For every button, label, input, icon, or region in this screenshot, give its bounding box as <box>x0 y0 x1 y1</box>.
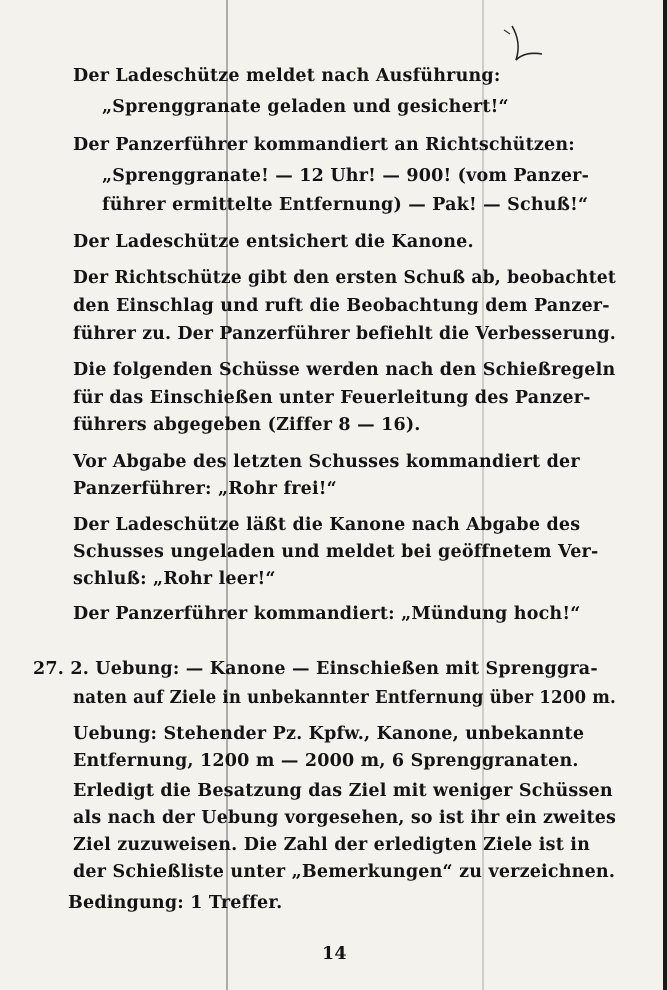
text-line: für das Einschießen unter Feuerleitung des Panzer- <box>73 388 591 408</box>
text-line: als nach der Uebung vorgesehen, so ist ihr ein zweites <box>73 808 617 828</box>
text-line: Die folgenden Schüsse werden nach den Schießregeln <box>73 360 616 380</box>
text-line: Der Ladeschütze entsichert die Kanone. <box>73 232 474 252</box>
text-line: Ziel zuzuweisen. Die Zahl der erledigten Ziele ist in <box>73 835 591 855</box>
handwritten-check-mark <box>498 20 546 70</box>
text-line: Vor Abgabe des letzten Schusses kommandiert der <box>73 452 580 472</box>
text-line: Erledigt die Besatzung das Ziel mit weniger Schüssen <box>73 781 613 801</box>
section-heading-line: naten auf Ziele in unbekannter Entfernung über 1200 m. <box>73 688 617 708</box>
text-line: Uebung: Stehender Pz. Kpfw., Kanone, unbekannte <box>73 724 585 744</box>
text-line: Schusses ungeladen und meldet bei geöffnetem Ver- <box>73 542 599 562</box>
text-line: Der Panzerführer kommandiert: „Mündung hoch!“ <box>73 604 581 624</box>
text-line: Der Panzerführer kommandiert an Richtschützen: <box>73 135 575 155</box>
section-heading-line: 27. 2. Uebung: — Kanone — Einschießen mit Sprenggra- <box>33 659 598 679</box>
page-edge <box>663 0 667 990</box>
text-line: den Einschlag und ruft die Beobachtung dem Panzer- <box>73 296 610 316</box>
text-line: „Sprenggranate! — 12 Uhr! — 900! (vom Panzer- <box>102 166 590 186</box>
text-line: Der Ladeschütze läßt die Kanone nach Abgabe des <box>73 515 581 535</box>
text-line: Entfernung, 1200 m — 2000 m, 6 Sprenggranaten. <box>73 751 579 771</box>
condition-line: Bedingung: 1 Treffer. <box>68 893 283 913</box>
text-line: „Sprenggranate geladen und gesichert!“ <box>102 97 509 117</box>
page-number: 14 <box>322 944 347 964</box>
text-line: Der Richtschütze gibt den ersten Schuß ab, beobachtet <box>73 268 617 288</box>
text-line: führers abgegeben (Ziffer 8 — 16). <box>73 415 421 435</box>
text-line: Panzerführer: „Rohr frei!“ <box>73 479 337 499</box>
text-line: führer ermittelte Entfernung) — Pak! — Schuß!“ <box>102 195 589 215</box>
text-line: der Schießliste unter „Bemerkungen“ zu verzeichnen. <box>73 862 616 882</box>
text-line: schluß: „Rohr leer!“ <box>73 569 276 589</box>
text-line: führer zu. Der Panzerführer befiehlt die Verbesserung. <box>73 324 616 344</box>
text-line: Der Ladeschütze meldet nach Ausführung: <box>73 66 501 86</box>
